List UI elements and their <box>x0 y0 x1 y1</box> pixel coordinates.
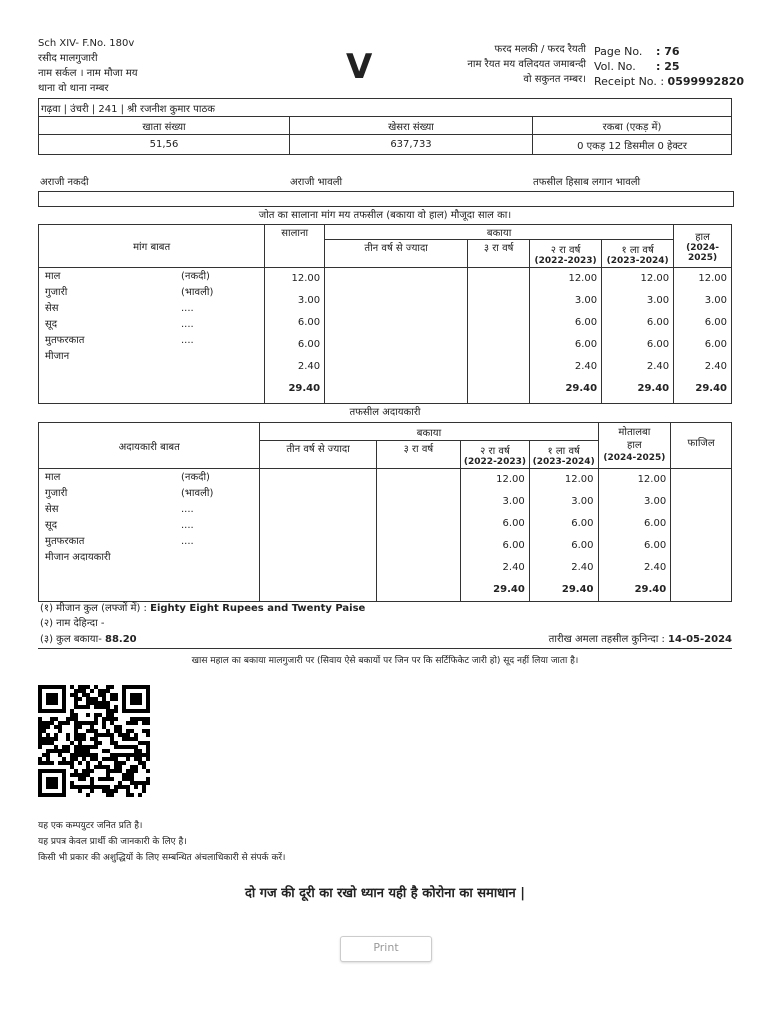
total-outstanding-value: 88.20 <box>105 634 137 645</box>
payment-haal-value: 6.00 <box>643 518 667 529</box>
araji-bhavli: अराजी भावली <box>290 177 343 188</box>
khesra-value: 637,733 <box>290 135 533 155</box>
haal-total: 29.40 <box>695 383 727 394</box>
payment-doosra-value: 6.00 <box>502 540 525 551</box>
doosra-head: २ रा वर्ष <box>550 244 581 256</box>
payment-bakaya-head: बकाया <box>260 423 598 441</box>
payment-pehla-value: 6.00 <box>571 540 594 551</box>
owner-line: गढ़वा | उंचरी | 241 | श्री रजनीश कुमार पाठक <box>39 99 732 117</box>
page-no-value: : 76 <box>656 45 680 58</box>
footer-notes <box>38 818 285 866</box>
payment-pehla-value: 2.40 <box>571 562 594 573</box>
total-words-value: Eighty Eight Rupees and Twenty Paise <box>150 603 366 614</box>
payment-teesra-head: ३ रा वर्ष <box>376 441 460 469</box>
payment-doosra-value: 2.40 <box>502 562 525 573</box>
pehla-value: 2.40 <box>646 361 670 372</box>
payment-pehla-year: (2023-2024) <box>532 456 595 467</box>
thana-label: थाना वो थाना नम्बर <box>38 83 109 94</box>
payment-item-ses: सेस <box>45 504 59 515</box>
payment-item-gujari: गुजारी <box>45 488 68 499</box>
demand-type-nakdi: (नकदी) <box>181 271 210 282</box>
payment-doosra-value: 12.00 <box>496 474 525 485</box>
payment-doosra-value: 3.00 <box>502 496 525 507</box>
demand-item-gujari: गुजारी <box>45 287 68 298</box>
sakunat-label: वो सकुनत नम्बर। <box>523 74 586 85</box>
araji-nakdi: अराजी नकदी <box>40 177 89 188</box>
salana-head: सालाना <box>265 225 325 268</box>
payment-pehla-head: १ ला वर्ष <box>547 445 580 457</box>
corona-slogan: दो गज की दूरी का रखो ध्यान यही है कोरोना का समाधान | <box>244 886 526 901</box>
vol-no-label: Vol. No. <box>594 60 636 73</box>
form-header-right <box>420 42 586 87</box>
payment-haal-value: 2.40 <box>643 562 667 573</box>
payment-item-maal: माल <box>45 472 61 483</box>
form-subtitle: रसीद मालगुजारी <box>38 53 98 64</box>
demand-item-mutfarkat: मुतफरकात <box>45 335 85 346</box>
doosra-value: 3.00 <box>574 295 598 306</box>
raiyat-label: नाम रैयत मय वलिदयत जमाबन्दी <box>467 59 586 70</box>
bakaya-head: बकाया <box>325 225 674 240</box>
demand-item-meezan: मीजान <box>45 351 70 362</box>
salana-total: 29.40 <box>288 383 321 394</box>
land-table <box>38 98 732 155</box>
haal-value: 2.40 <box>704 361 727 372</box>
doosra-year: (2022-2023) <box>534 255 597 266</box>
payment-haal-value: 12.00 <box>637 474 667 485</box>
pehla-year: (2023-2024) <box>606 255 669 266</box>
haal-value: 12.00 <box>698 273 727 284</box>
footer-note: किसी भी प्रकार की अशुद्धियों के लिए सम्बन्धित अंचलाधिकारी से संपर्क करें। <box>38 853 286 863</box>
fard-label: फरद मलकी / फरद रैयती <box>494 44 586 55</box>
form-header-left <box>38 36 138 96</box>
salana-value: 2.40 <box>297 361 321 372</box>
haal-value: 3.00 <box>704 295 727 306</box>
payment-doosra-year: (2022-2023) <box>463 456 526 467</box>
pehla-value: 3.00 <box>646 295 670 306</box>
doosra-total: 29.40 <box>565 383 598 394</box>
payment-pehla-total: 29.40 <box>561 584 594 595</box>
tehsil-date-label: तारीख अमला तहसील कुनिन्दा : <box>548 634 665 645</box>
doosra-value: 12.00 <box>568 273 598 284</box>
haal-value: 6.00 <box>704 317 727 328</box>
tafseel-lagan: तफसील हिसाब लगान भावली <box>533 177 641 188</box>
pehla-total: 29.40 <box>637 383 670 394</box>
teen-head: तीन वर्ष से ज्यादा <box>325 240 468 268</box>
khata-header: खाता संख्या <box>39 117 290 135</box>
demand-item-maal: माल <box>45 271 61 282</box>
page-info <box>594 44 744 89</box>
doosra-value: 6.00 <box>574 317 598 328</box>
demand-item-sood: सूद <box>45 319 58 330</box>
payer-name: (२) नाम देहिन्दा - <box>40 618 105 629</box>
form-number: Sch XIV- F.No. 180v <box>38 38 135 49</box>
demand-title: जोत का सालाना मांग मय तफसील (बकाया वो हाल) मौजूदा साल का। <box>258 210 512 221</box>
rakba-header: रकबा (एकड़ में) <box>533 117 732 135</box>
salana-value: 6.00 <box>297 317 321 328</box>
teesra-head: ३ रा वर्ष <box>468 240 530 268</box>
khata-value: 51,56 <box>39 135 290 155</box>
pehla-value: 12.00 <box>640 273 670 284</box>
salana-value: 6.00 <box>297 339 321 350</box>
circle-mauza-label: नाम सर्कल । नाम मौजा मय <box>38 68 138 79</box>
tehsil-date-value: 14-05-2024 <box>668 634 732 645</box>
payment-type-bhavli: (भावली) <box>181 488 214 499</box>
receipt-no-value: 0599992820 <box>667 75 745 88</box>
payment-teen-head: तीन वर्ष से ज्यादा <box>260 441 376 469</box>
payment-haal-value: 6.00 <box>643 540 667 551</box>
payment-pehla-value: 6.00 <box>571 518 594 529</box>
haal-value: 6.00 <box>704 339 727 350</box>
print-button[interactable]: Print <box>340 936 432 962</box>
salana-value: 3.00 <box>297 295 321 306</box>
payment-pehla-value: 12.00 <box>564 474 594 485</box>
payment-title: तफसील अदायकारी <box>349 407 421 418</box>
doosra-value: 6.00 <box>574 339 598 350</box>
araji-box <box>38 191 734 207</box>
pehla-head: १ ला वर्ष <box>621 244 654 256</box>
demand-dots: .... <box>181 335 194 346</box>
haal-year: (2024-2025) <box>686 243 720 263</box>
payment-item-mutfarkat: मुतफरकात <box>45 536 85 547</box>
payment-col-head: अदायकारी बाबत <box>39 423 260 469</box>
payment-item-meezan: मीजान अदायकारी <box>45 552 111 563</box>
payment-doosra-value: 6.00 <box>502 518 525 529</box>
page-no-label: Page No. <box>594 45 643 58</box>
rakba-value: 0 एकड़ 12 डिसमील 0 हेक्टर <box>533 135 732 155</box>
demand-table <box>38 224 732 404</box>
total-outstanding-label: (३) कुल बकाया- <box>40 634 102 645</box>
fazil-head: फाजिल <box>671 423 732 469</box>
payment-haal-year: (2024-2025) <box>603 453 666 463</box>
pehla-value: 6.00 <box>646 317 670 328</box>
footer-note: यह एक कम्पयुटर जनित प्रति है। <box>38 821 143 831</box>
tehsil-date <box>440 633 732 646</box>
payment-haal-total: 29.40 <box>634 584 667 595</box>
form-letter: V <box>346 47 373 87</box>
qr-code-icon <box>38 685 150 797</box>
demand-col-head: मांग बाबत <box>39 225 265 268</box>
payment-type-nakdi: (नकदी) <box>181 472 210 483</box>
payment-dots: .... <box>181 536 194 547</box>
payment-dots: .... <box>181 520 194 531</box>
demand-dots: .... <box>181 319 194 330</box>
interest-note: खास महाल का बकाया मालगुजारी पर (सिवाय ऐसे बकायों पर जिन पर कि सर्टिफिकेट जारी हो) सूद नहीं लिया जाता है। <box>191 656 579 666</box>
receipt-no-label: Receipt No. : <box>594 75 665 88</box>
payment-pehla-value: 3.00 <box>571 496 594 507</box>
total-words-label: (१) मीजान कुल (लफ्जों में) : <box>40 603 147 614</box>
demand-dots: .... <box>181 303 194 314</box>
payment-doosra-total: 29.40 <box>493 584 525 595</box>
payment-haal-head: हाल <box>627 440 642 451</box>
payment-table <box>38 422 732 602</box>
demand-type-bhavli: (भावली) <box>181 287 214 298</box>
total-outstanding <box>40 633 137 646</box>
total-in-words <box>40 602 365 615</box>
motalba-head: मोतालबा <box>618 427 651 438</box>
footer-note: यह प्रपत्र केवल प्रार्थी की जानकारी के लिए है। <box>38 837 187 847</box>
pehla-value: 6.00 <box>646 339 670 350</box>
payment-dots: .... <box>181 504 194 515</box>
payment-item-sood: सूद <box>45 520 58 531</box>
doosra-value: 2.40 <box>574 361 598 372</box>
haal-head: हाल <box>695 232 710 243</box>
demand-item-ses: सेस <box>45 303 59 314</box>
khesra-header: खेसरा संख्या <box>290 117 533 135</box>
salana-value: 12.00 <box>291 273 321 284</box>
summary-divider <box>38 648 732 649</box>
payment-doosra-head: २ रा वर्ष <box>480 445 510 457</box>
payment-haal-value: 3.00 <box>643 496 667 507</box>
vol-no-value: : 25 <box>656 60 680 73</box>
